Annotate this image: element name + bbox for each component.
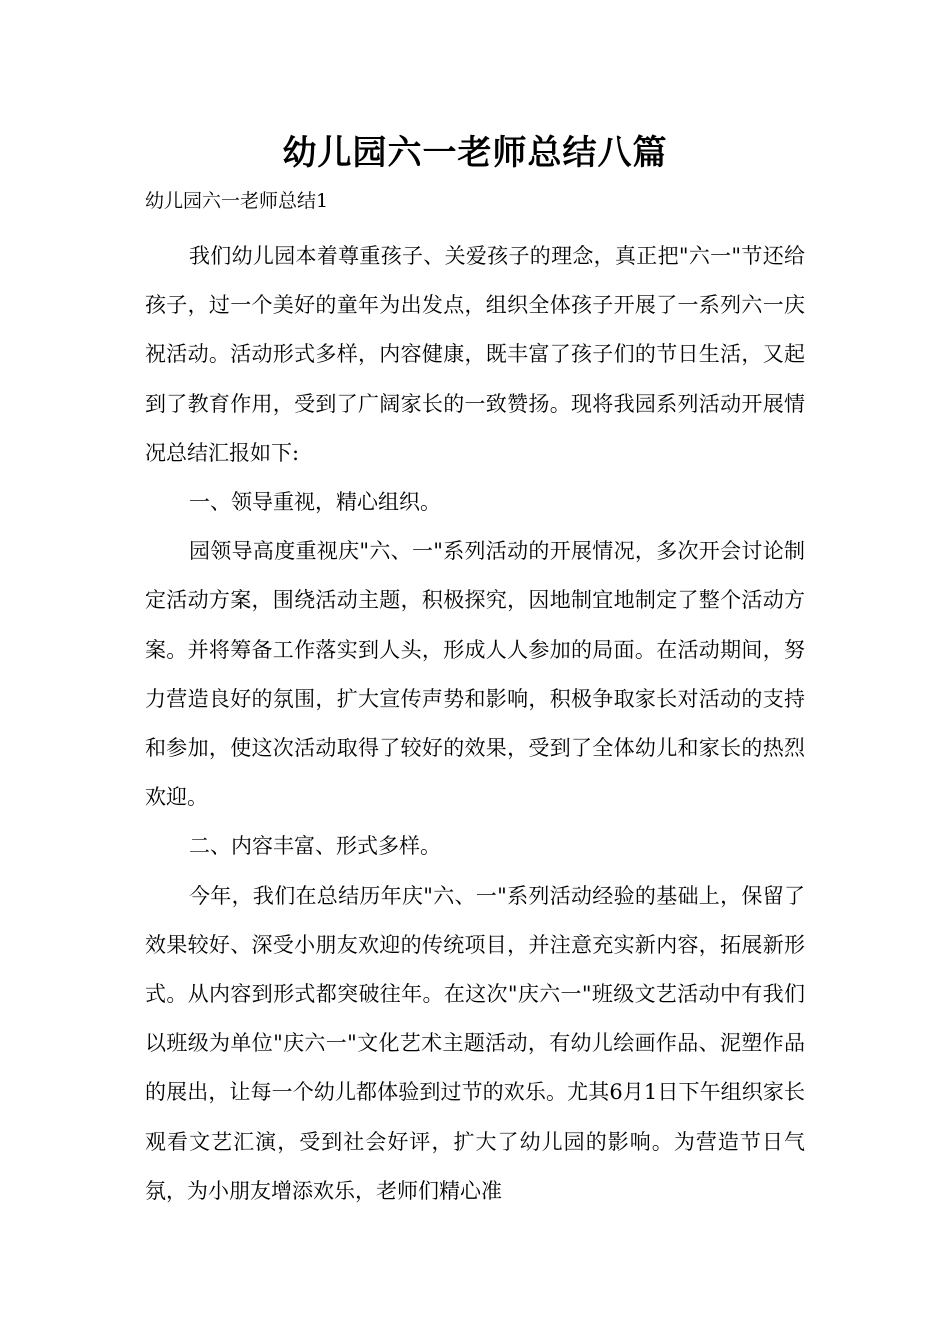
- document-title: 幼儿园六一老师总结八篇: [282, 133, 668, 173]
- paragraph-intro: 我们幼儿园本着尊重孩子、关爱孩子的理念，真正把"六一"节还给孩子，过一个美好的童年为出发点，组织全体孩子开展了一系列六一庆祝活动。活动形式多样，内容健康，既丰富了孩子们的节日生活，又起到了教育作用，受到了广阔家长的一致赞扬。现将我园系列活动开展情况总结汇报如下:: [145, 244, 805, 465]
- document-body: [145, 182, 805, 1216]
- paragraph-leadership: 园领导高度重视庆"六、一"系列活动的开展情况，多次开会讨论制定活动方案，围绕活动主题，积极探究，因地制宜地制定了整个活动方案。并将筹备工作落实到人头，形成人人参加的局面。在活动期间，努力营造良好的氛围，扩大宣传声势和影响，积极争取家长对活动的支持和参加，使这次活动取得了较好的效果，受到了全体幼儿和家长的热烈欢迎。: [145, 539, 805, 810]
- paragraph-content: 今年，我们在总结历年庆"六、一"系列活动经验的基础上，保留了效果较好、深受小朋友欢迎的传统项目，并注意充实新内容，拓展新形式。从内容到形式都突破往年。在这次"庆六一"班级文艺活动中有我们以班级为单位"庆六一"文化艺术主题活动，有幼儿绘画作品、泥塑作品的展出，让每一个幼儿都体验到过节的欢乐。尤其6月1日下午组织家长观看文艺汇演，受到社会好评，扩大了幼儿园的影响。为营造节日气氛，为小朋友增添欢乐，老师们精心准: [145, 883, 805, 1203]
- section-heading-1: 一、领导重视，精心组织。: [189, 490, 441, 515]
- section-heading-2: 二、内容丰富、形式多样。: [189, 834, 441, 859]
- section-subtitle: 幼儿园六一老师总结1: [145, 190, 329, 212]
